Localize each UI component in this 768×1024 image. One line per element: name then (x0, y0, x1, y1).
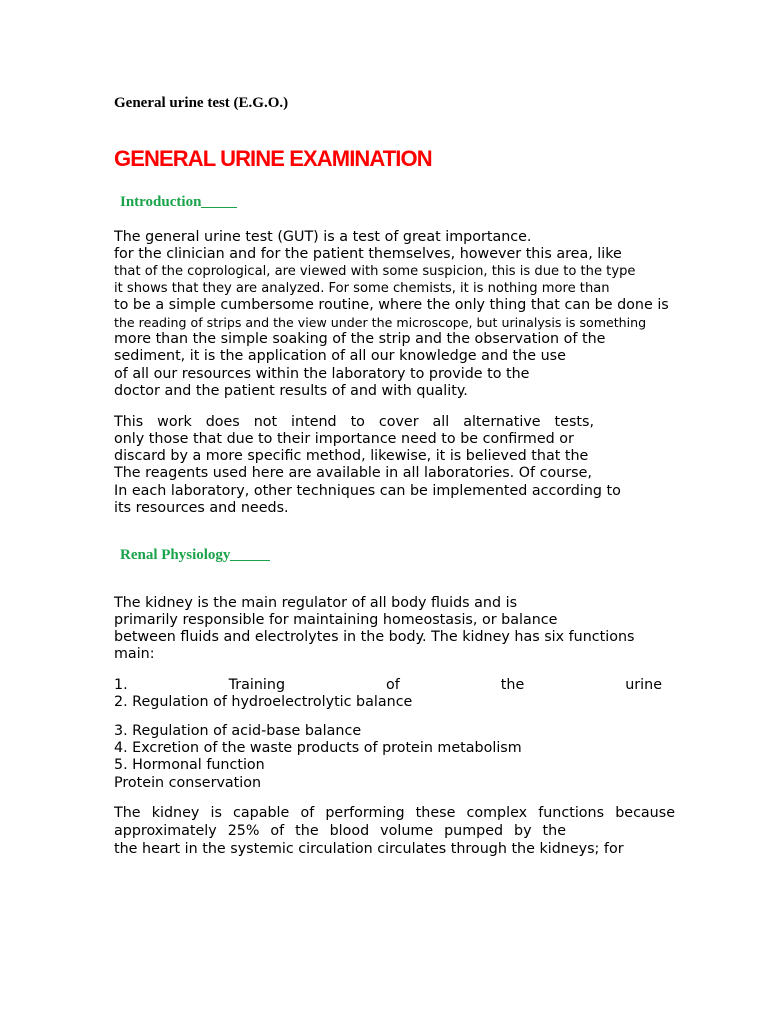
heading-underline (230, 560, 270, 561)
introduction-heading-label: Introduction (120, 194, 202, 210)
function-list-item: 1. Training of the urine (114, 677, 662, 693)
intro-p1-line: that of the coprological, are viewed with some suspicion, this is due to the type (114, 264, 636, 279)
intro-p1-line: it shows that they are analyzed. For some chemists, it is nothing more than (114, 281, 610, 296)
intro-p1-line: the reading of strips and the view under the microscope, but urinalysis is something (114, 315, 647, 330)
intro-p1-line: for the clinician and for the patient themselves, however this area, like (114, 246, 622, 262)
renal-p1-line: main: (114, 646, 155, 662)
intro-p1-line: to be a simple cumbersome routine, where the only thing that can be done is (114, 297, 669, 313)
renal-p1-line: primarily responsible for maintaining homeostasis, or balance (114, 612, 558, 628)
intro-p1-line: The general urine test (GUT) is a test of great importance. (114, 229, 532, 245)
intro-p2-line: In each laboratory, other techniques can be implemented according to (114, 483, 621, 499)
intro-p1-line: of all our resources within the laboratory to provide to the (114, 366, 530, 382)
intro-p1-line: doctor and the patient results of and with quality. (114, 383, 468, 399)
function-list-item: 2. Regulation of hydroelectrolytic balance (114, 694, 413, 710)
intro-p2-line: The reagents used here are available in all laboratories. Of course, (114, 465, 592, 481)
function-list-item: Protein conservation (114, 775, 262, 791)
renal-p2-line: The kidney is capable of performing these complex functions because (114, 805, 675, 821)
intro-p2-line: discard by a more specific method, likewise, it is believed that the (114, 448, 589, 464)
renal-p1-line: The kidney is the main regulator of all body fluids and is (114, 595, 518, 611)
heading-underline (201, 207, 237, 208)
function-list-item: 4. Excretion of the waste products of protein metabolism (114, 740, 522, 756)
intro-p2-line: only those that due to their importance need to be confirmed or (114, 431, 574, 447)
intro-p2-line: its resources and needs. (114, 500, 289, 516)
renal-p2-line: approximately 25% of the blood volume pumped by the (114, 823, 566, 839)
function-list-item: 3. Regulation of acid-base balance (114, 723, 362, 739)
renal-physiology-heading (114, 547, 270, 564)
main-heading: GENERAL URINE EXAMINATION (114, 146, 432, 171)
renal-p2-line: the heart in the systemic circulation circulates through the kidneys; for (114, 841, 624, 857)
introduction-heading (114, 194, 237, 211)
intro-p1-line: more than the simple soaking of the strip and the observation of the (114, 331, 606, 347)
intro-p1-line: sediment, it is the application of all our knowledge and the use (114, 348, 566, 364)
renal-p1-line: between fluids and electrolytes in the body. The kidney has six functions (114, 629, 635, 645)
document-title: General urine test (E.G.O.) (114, 95, 289, 111)
renal-physiology-heading-label: Renal Physiology (120, 547, 231, 563)
function-list-item: 5. Hormonal function (114, 757, 265, 773)
intro-p2-line: This work does not intend to cover all alternative tests, (114, 414, 594, 430)
